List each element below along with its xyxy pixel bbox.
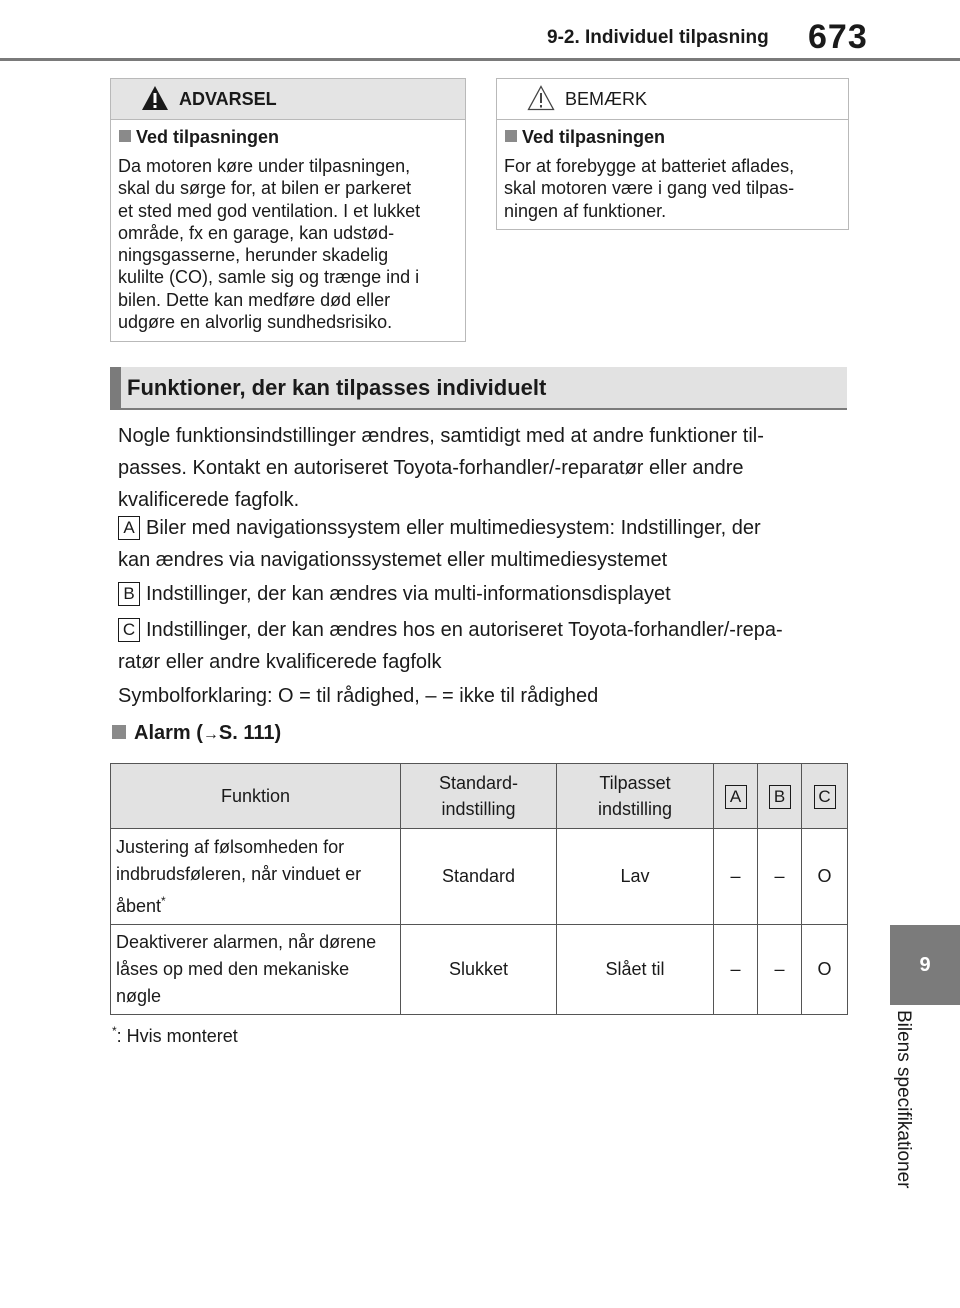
cell-c: O [802,829,848,925]
warning-box-header [111,79,465,120]
notice-line: skal motoren være i gang ved tilpas- [504,178,795,199]
notice-title: BEMÆRK [565,89,648,109]
warning-subtitle [119,127,279,148]
legend-a [118,512,838,576]
footnote [112,1024,238,1047]
warning-line: kulilte (CO), samle sig og trænge ind i [118,267,420,288]
warning-line: område, fx en garage, kan udstød- [118,222,395,243]
warning-subtitle-text: Ved tilpasningen [136,127,280,147]
notice-subtitle-text: Ved tilpasningen [522,127,666,147]
intro-line: Nogle funktionsindstillinger ændres, samtidigt med at andre funktioner til- [118,425,764,447]
legend-b-text: Indstillinger, der kan ændres via multi-informationsdisplayet [146,583,671,605]
warning-line: bilen. Dette kan medføre død eller [118,289,391,310]
cell-b: – [758,925,802,1015]
intro-line: passes. Kontakt en autoriseret Toyota-forhandler/-reparatør eller andre [118,457,744,479]
notice-box [496,78,849,230]
warning-body [118,155,420,333]
badge-c: C [118,618,140,642]
cell-default: Standard [401,829,557,925]
warning-line: et sted med god ventilation. I et lukket [118,200,421,221]
chapter-label [892,1010,922,1220]
cell-c: O [802,925,848,1015]
col-b: B [758,764,802,829]
section-title: Funktioner, der kan tilpasses individuelt [127,375,547,400]
symbol-legend: Symbolforklaring: O = til rådighed, – = ikke til rådighed [118,685,599,707]
warning-box [110,78,466,342]
intro-line: kvalificerede fagfolk. [118,489,300,511]
settings-table [110,763,848,1015]
cell-custom: Lav [557,829,714,925]
intro-paragraph [118,420,838,516]
cell-a: – [714,925,758,1015]
col-a: A [714,764,758,829]
cell-b: – [758,829,802,925]
caution-icon [527,85,555,111]
badge-b: B [118,582,140,606]
table-header-row [111,764,848,829]
cell-a: – [714,829,758,925]
cell-function: Justering af følsomheden for indbrudsføleren, når vinduet er åbent* [111,829,401,925]
legend-c [118,614,838,678]
legend-a-text: kan ændres via navigationssystemet eller multimediesystemet [118,549,668,571]
notice-line: For at forebygge at batteriet aflades, [504,156,795,176]
warning-line: skal du sørge for, at bilen er parkeret [118,178,412,199]
chapter-tab: 9 [890,925,960,1005]
page-number: 673 [808,18,868,56]
notice-subtitle [505,127,665,148]
square-bullet-icon [112,725,126,739]
square-bullet-icon [505,130,517,142]
warning-title: ADVARSEL [179,89,277,109]
warning-icon [141,85,169,111]
legend-c-text: Indstillinger, der kan ændres hos en autoriseret Toyota-forhandler/-repa- [146,619,783,641]
legend-b [118,578,838,610]
header-rule [0,58,960,61]
square-bullet-icon [119,130,131,142]
warning-line: ningsgasserne, herunder skadelig [118,245,389,266]
warning-line: udgøre en alvorlig sundhedsrisiko. [118,312,393,333]
cell-default: Slukket [401,925,557,1015]
notice-box-header [497,79,848,120]
table-row [111,925,848,1015]
table-row [111,829,848,925]
badge-a: A [118,516,140,540]
section-heading [110,367,847,410]
cell-custom: Slået til [557,925,714,1015]
col-function: Funktion [111,764,401,829]
arrow-icon: → [202,726,219,743]
col-c: C [802,764,848,829]
chapter-label-text: Bilens specifikationer [893,1010,914,1189]
footnote-text: : Hvis monteret [116,1026,238,1046]
legend-a-text: Biler med navigationssystem eller multimediesystem: Indstillinger, der [146,517,761,539]
legend-c-text: ratør eller andre kvalificerede fagfolk [118,651,442,673]
footnote-mark: * [112,1024,117,1038]
alarm-page-ref[interactable]: S. 111) [218,722,282,744]
notice-line: ningen af funktioner. [504,200,667,221]
col-custom: Tilpasset indstilling [557,764,714,829]
cell-function: Deaktiverer alarmen, når dørene låses op med den mekaniske nøgle [111,925,401,1015]
warning-line: Da motoren køre under tilpasningen, [118,156,411,176]
col-default: Standard- indstilling [401,764,557,829]
alarm-heading [112,722,281,745]
section-header: 9-2. Individuel tilpasning [547,27,769,48]
notice-body [504,155,794,222]
alarm-title: Alarm ( [134,722,203,744]
